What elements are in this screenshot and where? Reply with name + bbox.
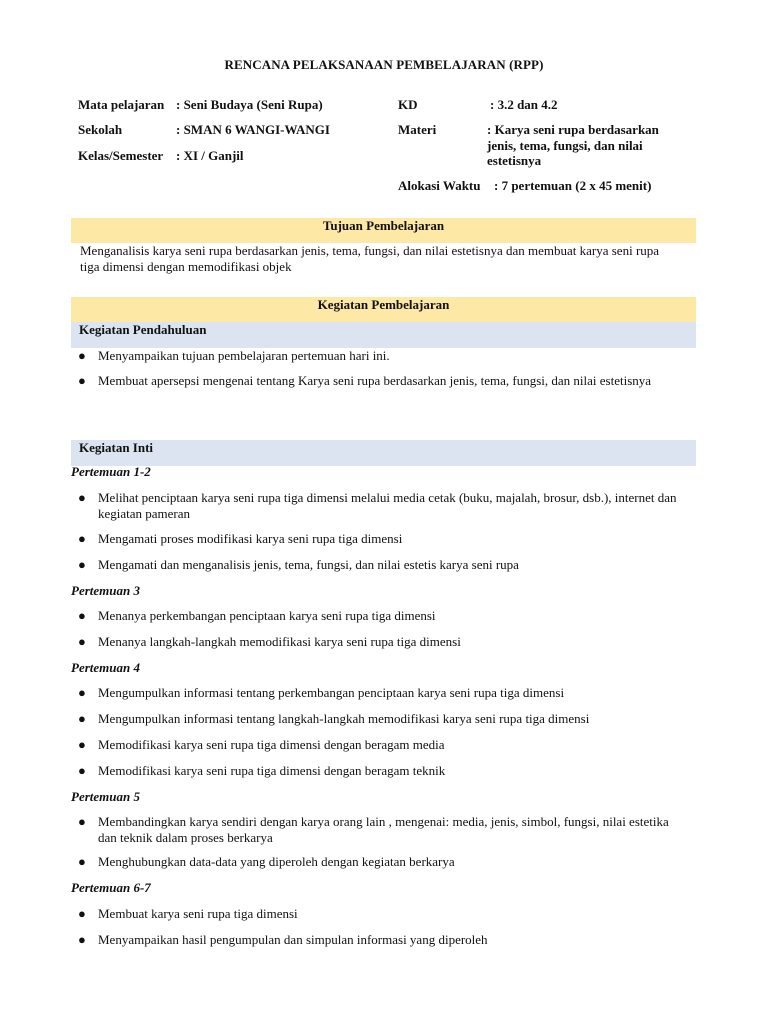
bullet-icon: ● bbox=[78, 634, 86, 649]
info-alokasi-value: : 7 pertemuan (2 x 45 menit) bbox=[494, 178, 652, 193]
bullet-icon: ● bbox=[78, 737, 86, 752]
kegiatan-header bbox=[71, 297, 696, 322]
tujuan-text: Menganalisis karya seni rupa berdasarkan jenis, tema, fungsi, dan nilai estetisnya dan membuat karya seni rupa tiga dimensi dengan memodifikasi objek bbox=[80, 243, 660, 274]
info-kd-value: : 3.2 dan 4.2 bbox=[490, 97, 558, 112]
list-item-text: Menanya perkembangan penciptaan karya seni rupa tiga dimensi bbox=[98, 608, 436, 623]
info-mapel-label: Mata pelajaran bbox=[78, 97, 165, 112]
info-alokasi-label: Alokasi Waktu bbox=[398, 178, 481, 193]
pertemuan-label: Pertemuan 4 bbox=[71, 660, 140, 675]
list-item-text: Memodifikasi karya seni rupa tiga dimensi dengan beragam media bbox=[98, 737, 445, 752]
list-item-text: Membuat karya seni rupa tiga dimensi bbox=[98, 906, 298, 921]
pertemuan-label: Pertemuan 6-7 bbox=[71, 880, 151, 895]
list-item-text: Membuat apersepsi mengenai tentang Karya seni rupa berdasarkan jenis, tema, fungsi, dan nilai estetisnya bbox=[98, 373, 652, 388]
bullet-icon: ● bbox=[78, 348, 86, 363]
list-item-text: Mengumpulkan informasi tentang perkembangan penciptaan karya seni rupa tiga dimensi bbox=[98, 685, 565, 700]
pendahuluan-heading: Kegiatan Pendahuluan bbox=[79, 322, 207, 337]
pertemuan-label: Pertemuan 5 bbox=[71, 789, 140, 804]
inti-header bbox=[71, 440, 696, 466]
bullet-icon: ● bbox=[78, 814, 86, 829]
list-item-text: Mengamati proses modifikasi karya seni rupa tiga dimensi bbox=[98, 531, 403, 546]
info-materi-value: : Karya seni rupa berdasarkan jenis, tema, fungsi, dan nilai estetisnya bbox=[487, 122, 659, 168]
list-item-text: Menanya langkah-langkah memodifikasi karya seni rupa tiga dimensi bbox=[98, 634, 461, 649]
list-item-text: Mengumpulkan informasi tentang langkah-langkah memodifikasi karya seni rupa tiga dimensi bbox=[98, 711, 590, 726]
page-title: RENCANA PELAKSANAAN PEMBELAJARAN (RPP) bbox=[224, 57, 544, 72]
bullet-icon: ● bbox=[78, 608, 86, 623]
bullet-icon: ● bbox=[78, 490, 86, 505]
info-kd-label: KD bbox=[398, 97, 418, 112]
bullet-icon: ● bbox=[78, 763, 86, 778]
pertemuan-label: Pertemuan 3 bbox=[71, 583, 140, 598]
bullet-icon: ● bbox=[78, 854, 86, 869]
list-item-text: Melihat penciptaan karya seni rupa tiga dimensi melalui media cetak (buku, majalah, brosur, dsb.), internet dan kegiatan pameran bbox=[98, 490, 677, 521]
bullet-icon: ● bbox=[78, 557, 86, 572]
info-kelas-value: : XI / Ganjil bbox=[176, 148, 244, 163]
kegiatan-heading: Kegiatan Pembelajaran bbox=[317, 297, 450, 312]
bullet-icon: ● bbox=[78, 373, 86, 388]
tujuan-heading: Tujuan Pembelajaran bbox=[322, 218, 445, 233]
info-sekolah-value: : SMAN 6 WANGI-WANGI bbox=[176, 122, 330, 137]
list-item-text: Mengamati dan menganalisis jenis, tema, fungsi, dan nilai estetis karya seni rupa bbox=[98, 557, 519, 572]
bullet-icon: ● bbox=[78, 932, 86, 947]
tujuan-header bbox=[71, 218, 696, 243]
list-item-text: Memodifikasi karya seni rupa tiga dimensi dengan beragam teknik bbox=[98, 763, 446, 778]
info-sekolah-label: Sekolah bbox=[78, 122, 123, 137]
list-item-text: Menghubungkan data-data yang diperoleh dengan kegiatan berkarya bbox=[98, 854, 455, 869]
info-materi-label: Materi bbox=[398, 122, 437, 137]
info-kelas-label: Kelas/Semester bbox=[78, 148, 164, 163]
pendahuluan-header bbox=[71, 322, 696, 348]
bullet-icon: ● bbox=[78, 685, 86, 700]
list-item-text: Menyampaikan hasil pengumpulan dan simpulan informasi yang diperoleh bbox=[98, 932, 488, 947]
inti-heading: Kegiatan Inti bbox=[79, 440, 154, 455]
info-mapel-value: : Seni Budaya (Seni Rupa) bbox=[176, 97, 323, 112]
list-item-text: Menyampaikan tujuan pembelajaran pertemuan hari ini. bbox=[98, 348, 390, 363]
list-item-text: Membandingkan karya sendiri dengan karya orang lain , mengenai: media, jenis, simbol, fungsi, nilai estetika dan teknik dalam proses berkarya bbox=[98, 814, 669, 845]
bullet-icon: ● bbox=[78, 711, 86, 726]
bullet-icon: ● bbox=[78, 906, 86, 921]
pertemuan-label: Pertemuan 1-2 bbox=[71, 464, 151, 479]
bullet-icon: ● bbox=[78, 531, 86, 546]
